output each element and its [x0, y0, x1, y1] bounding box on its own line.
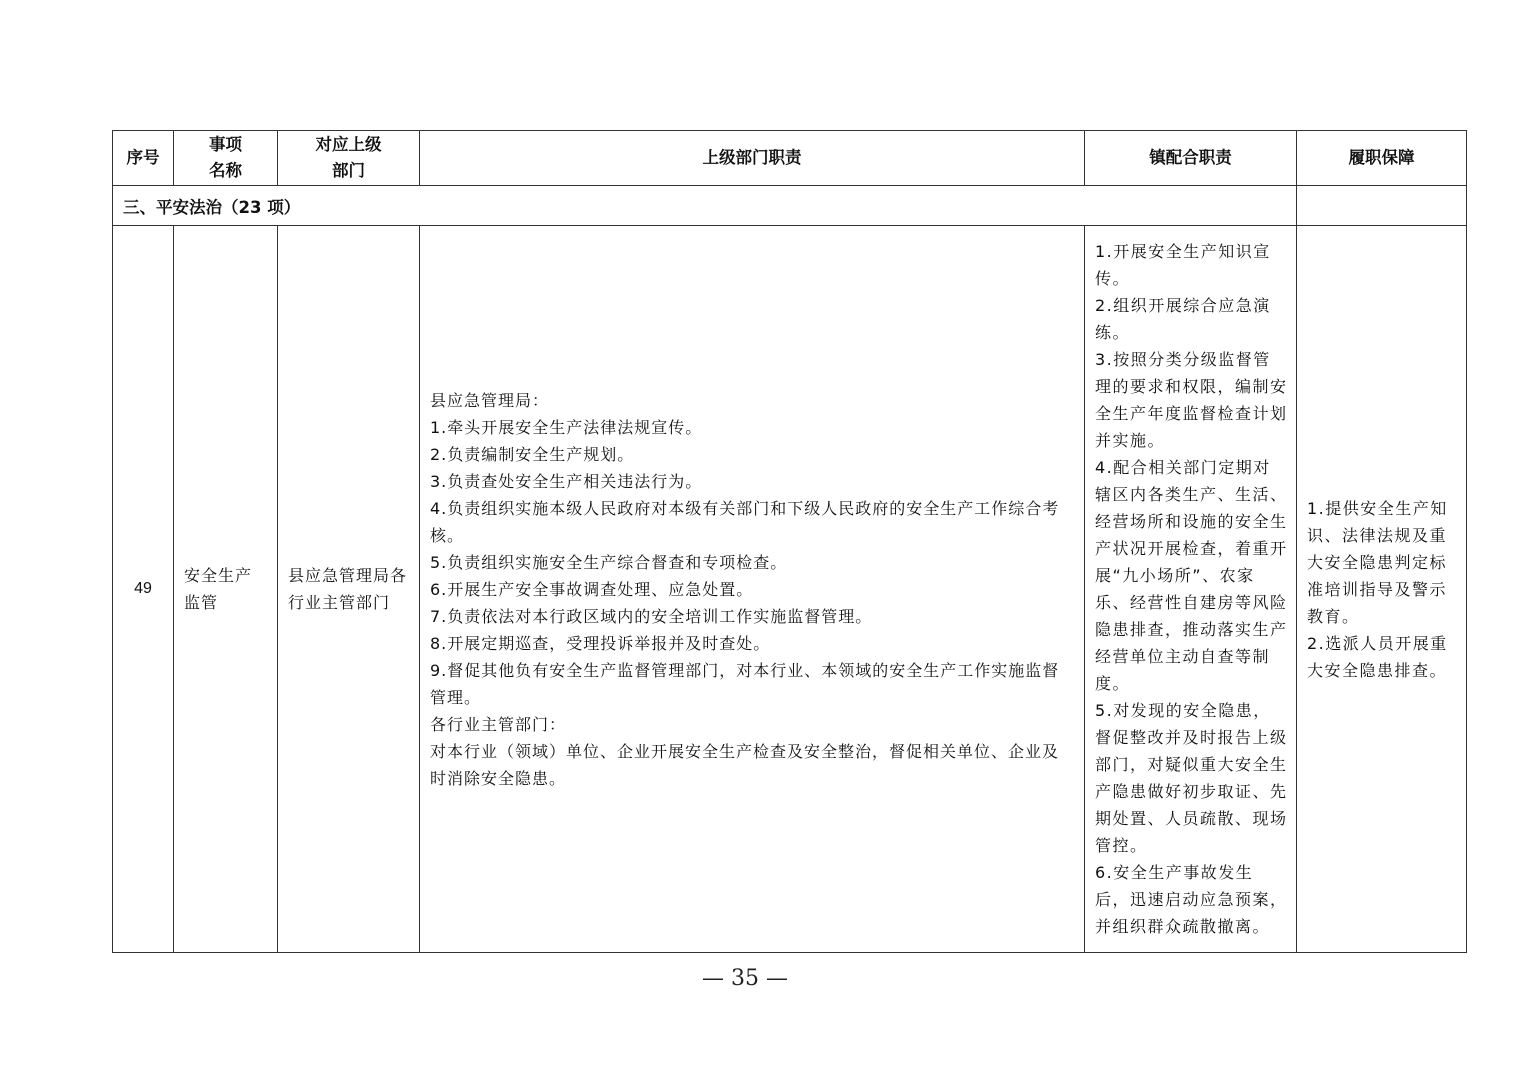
upper-duty-line: 各行业主管部门：	[430, 714, 567, 734]
row-seq: 49	[113, 226, 174, 953]
header-town-duty: 镇配合职责	[1085, 131, 1297, 186]
header-item-name	[174, 131, 278, 186]
upper-duty-line: 1.牵头开展安全生产法律法规宣传。	[430, 417, 703, 437]
header-department-line2: 部门	[332, 161, 365, 180]
row-town-duties	[1085, 226, 1297, 953]
upper-duty-line: 3.负责查处安全生产相关违法行为。	[430, 471, 703, 491]
upper-duty-line: 5.负责组织实施安全生产综合督查和专项检查。	[430, 552, 788, 572]
town-duty-line: 1.开展安全生产知识宣传。	[1095, 242, 1271, 288]
header-seq: 序号	[113, 131, 174, 186]
row-upper-duties	[420, 226, 1085, 953]
row-departments: 县应急管理局各行业主管部门	[278, 226, 420, 953]
row-item-name: 安全生产监管	[174, 226, 278, 953]
section-title: 三、平安法治（23 项）	[113, 186, 1297, 226]
header-department	[278, 131, 420, 186]
header-upper-duty: 上级部门职责	[420, 131, 1085, 186]
town-duty-line: 3.按照分类分级监督管理的要求和权限，编制安全生产年度监督检查计划并实施。	[1095, 350, 1288, 450]
upper-duty-line: 6.开展生产安全事故调查处理、应急处置。	[430, 579, 754, 599]
section-row	[113, 186, 1467, 226]
town-duty-line: 2.组织开展综合应急演练。	[1095, 296, 1271, 342]
duty-table	[112, 130, 1467, 953]
row-guarantees	[1297, 226, 1467, 953]
upper-duty-line: 7.负责依法对本行政区域内的安全培训工作实施监督管理。	[430, 606, 873, 626]
upper-duty-line: 9.督促其他负有安全生产监督管理部门，对本行业、本领域的安全生产工作实施监督管理。	[430, 660, 1060, 707]
header-item-name-line2: 名称	[209, 161, 242, 180]
header-department-line1: 对应上级	[315, 135, 382, 154]
page-number: — 35 —	[702, 966, 788, 991]
header-row	[113, 131, 1467, 186]
upper-duty-line: 8.开展定期巡查，受理投诉举报并及时查处。	[430, 633, 771, 653]
header-item-name-line1: 事项	[209, 135, 242, 154]
table-row	[113, 226, 1467, 953]
town-duty-line: 4.配合相关部门定期对辖区内各类生产、生活、经营场所和设施的安全生产状况开展检查，着重开展“九小场所”、农家乐、经营性自建房等风险隐患排查，推动落实生产经营单位主动自查等制度。	[1095, 458, 1288, 693]
header-guarantee: 履职保障	[1297, 131, 1467, 186]
guarantee-line: 1.提供安全生产知识、法律法规及重大安全隐患判定标准培训指导及警示教育。	[1307, 498, 1448, 626]
guarantee-line: 2.选派人员开展重大安全隐患排查。	[1307, 633, 1448, 680]
upper-duty-line: 对本行业（领域）单位、企业开展安全生产检查及安全整治，督促相关单位、企业及时消除安全隐患。	[430, 741, 1060, 788]
town-duty-line: 6.安全生产事故发生后，迅速启动应急预案，并组织群众疏散撤离。	[1095, 863, 1288, 936]
upper-duty-line: 2.负责编制安全生产规划。	[430, 444, 635, 464]
upper-duty-line: 县应急管理局：	[430, 390, 550, 410]
upper-duty-line: 4.负责组织实施本级人民政府对本级有关部门和下级人民政府的安全生产工作综合考核。	[430, 498, 1060, 545]
town-duty-line: 5.对发现的安全隐患，督促整改并及时报告上级部门，对疑似重大安全生产隐患做好初步取证、先期处置、人员疏散、现场管控。	[1095, 701, 1288, 855]
section-empty-cell	[1297, 186, 1467, 226]
